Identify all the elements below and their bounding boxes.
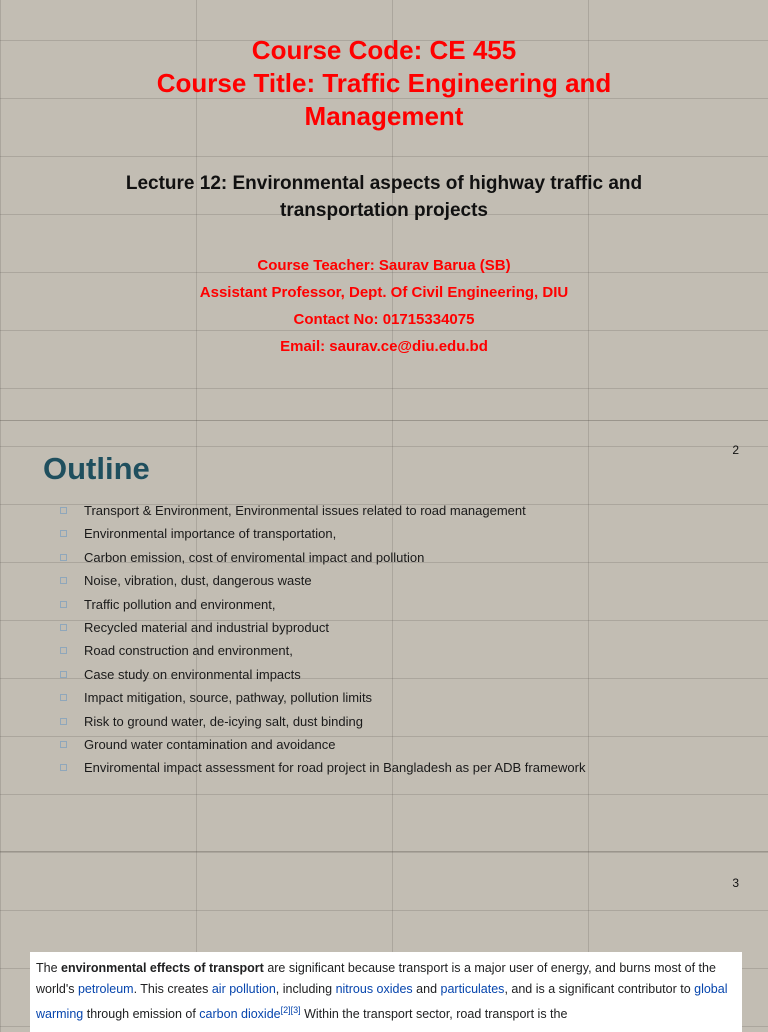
outline-item: Environmental importance of transportation, [60, 522, 740, 545]
bold-term: environmental effects of transport [61, 961, 264, 975]
outline-item: Carbon emission, cost of enviromental impact and pollution [60, 546, 740, 569]
slide-number: 2 [732, 443, 739, 457]
outline-list [60, 499, 740, 780]
outline-item: Transport & Environment, Environmental issues related to road management [60, 499, 740, 522]
teacher-info [0, 252, 768, 360]
course-heading [0, 34, 768, 133]
outline-item: Road construction and environment, [60, 639, 740, 662]
square-bullet-icon [60, 647, 67, 654]
square-bullet-icon [60, 741, 67, 748]
square-bullet-icon [60, 694, 67, 701]
outline-item: Impact mitigation, source, pathway, pollution limits [60, 686, 740, 709]
slide-number: 3 [732, 876, 739, 890]
square-bullet-icon [60, 530, 67, 537]
square-bullet-icon [60, 577, 67, 584]
link-carbon-dioxide[interactable]: carbon dioxide [199, 1007, 281, 1022]
square-bullet-icon [60, 554, 67, 561]
square-bullet-icon [60, 507, 67, 514]
link-particulates[interactable]: particulates [440, 982, 505, 996]
square-bullet-icon [60, 764, 67, 771]
course-title-line1: Course Title: Traffic Engineering and [156, 68, 612, 98]
square-bullet-icon [60, 624, 67, 631]
course-code: Course Code: CE 455 [251, 35, 517, 65]
outline-item: Enviromental impact assessment for road project in Bangladesh as per ADB framework [60, 756, 740, 779]
teacher-designation: Assistant Professor, Dept. Of Civil Engineering, DIU [199, 284, 569, 301]
teacher-name: Course Teacher: Saurav Barua (SB) [257, 257, 511, 274]
course-title-line2: Management [304, 101, 464, 131]
outline-item: Ground water contamination and avoidance [60, 733, 740, 756]
square-bullet-icon [60, 601, 67, 608]
teacher-contact: Contact No: 01715334075 [293, 311, 475, 328]
link-petroleum[interactable]: petroleum [77, 982, 134, 996]
outline-slide [0, 421, 768, 852]
outline-item: Risk to ground water, de-icying salt, dust binding [60, 710, 740, 733]
outline-title: Outline [43, 451, 150, 486]
lecture-title: Lecture 12: Environmental aspects of highway traffic and transportation projects [125, 173, 643, 221]
link-nitrous-oxides[interactable]: nitrous oxides [335, 982, 413, 996]
outline-item: Recycled material and industrial byproduct [60, 616, 740, 639]
link-air-pollution[interactable]: air pollution [211, 982, 276, 996]
citation-link[interactable]: [2][3] [280, 1005, 301, 1015]
square-bullet-icon [60, 718, 67, 725]
outline-item: Noise, vibration, dust, dangerous waste [60, 569, 740, 592]
teacher-email: Email: saurav.ce@diu.edu.bd [280, 338, 488, 355]
wiki-excerpt: The environmental effects of transport are significant because transport is a major user of energy, and burns most of the world's petroleum. This creates air pollution, including nitrous oxides and particulates, and is a significant contributor to global warming through emission of carbon dioxide[2][3] Within the transport sector, road transport is the [30, 952, 742, 1032]
excerpt-slide [0, 852, 768, 1024]
link-global-warming[interactable]: global warming [36, 982, 728, 1022]
title-slide [0, 0, 768, 421]
square-bullet-icon [60, 671, 67, 678]
outline-item: Traffic pollution and environment, [60, 593, 740, 616]
outline-item: Case study on environmental impacts [60, 663, 740, 686]
